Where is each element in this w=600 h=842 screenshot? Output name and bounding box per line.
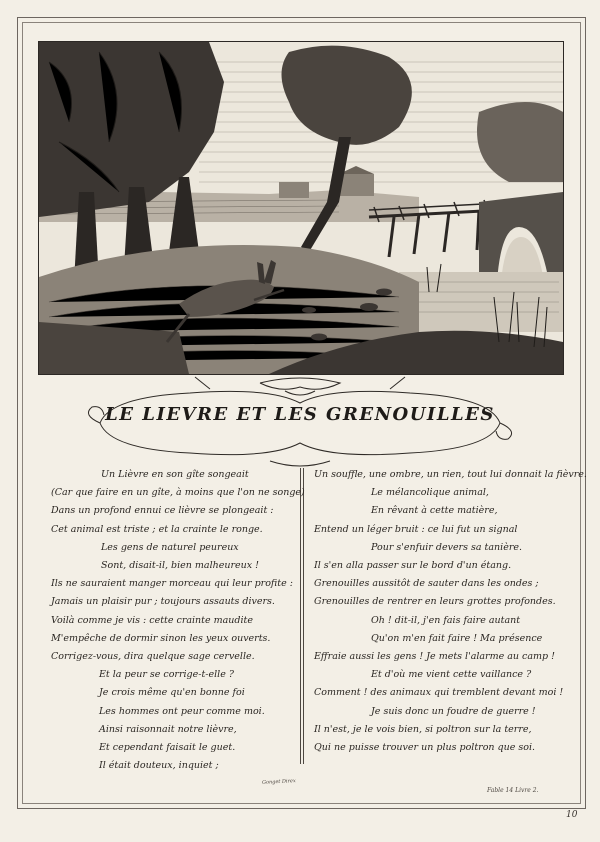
verse-line: Et cependant faisait le guet. bbox=[99, 742, 236, 754]
verse-line: Pour s'enfuir devers sa tanière. bbox=[371, 541, 522, 553]
verse-line: Grenouilles aussitôt de sauter dans les ondes ; bbox=[314, 578, 539, 590]
verse-line: Voilà comme je vis : cette crainte maudite bbox=[51, 614, 253, 626]
verse-line: Les hommes ont peur comme moi. bbox=[99, 705, 265, 717]
verse-line: Un Lièvre en son gîte songeait bbox=[101, 469, 249, 480]
verse-line: (Car que faire en un gîte, à moins que l'on ne songe) bbox=[51, 487, 305, 499]
column-divider bbox=[300, 468, 301, 764]
verse-line: Et d'où me vient cette vaillance ? bbox=[371, 669, 532, 681]
verse-line: M'empêche de dormir sinon les yeux ouverts. bbox=[51, 632, 271, 644]
verse-line: Ils ne sauraient manger morceau qui leur profite : bbox=[51, 578, 293, 590]
verse-line: Effraie aussi les gens ! Je mets l'alarme au camp ! bbox=[314, 651, 555, 663]
verse-line: En rêvant à cette matière, bbox=[371, 505, 498, 517]
verse-line: Dans un profond ennui ce lièvre se plongeait : bbox=[51, 505, 274, 517]
hare-and-frogs-landscape-icon bbox=[39, 42, 563, 374]
verse-line: Grenouilles de rentrer en leurs grottes profondes. bbox=[314, 596, 556, 608]
verse-line: Corrigez-vous, dira quelque sage cervelle. bbox=[51, 651, 255, 663]
verse-line: Entend un léger bruit : ce lui fut un signal bbox=[314, 523, 518, 535]
verse-line: Il s'en alla passer sur le bord d'un étang. bbox=[314, 560, 512, 572]
verse-line: Comment ! des animaux qui tremblent devant moi ! bbox=[314, 687, 564, 699]
verse-line: Jamais un plaisir pur ; toujours assauts divers. bbox=[51, 596, 275, 608]
page-number: 10 bbox=[566, 810, 578, 820]
verse-line: Il était douteux, inquiet ; bbox=[99, 760, 219, 772]
verse-line: Oh ! dit-il, j'en fais faire autant bbox=[371, 614, 521, 626]
fable-reference: Fable 14 Livre 2. bbox=[487, 787, 539, 794]
verse-line: Cet animal est triste ; et la crainte le ronge. bbox=[51, 523, 263, 535]
verse-line: Ainsi raisonnait notre lièvre, bbox=[99, 723, 237, 735]
illustration-engraving bbox=[38, 41, 564, 375]
verse-line: Et la peur se corrige-t-elle ? bbox=[99, 669, 234, 681]
poem-right-column bbox=[314, 466, 587, 757]
verse-line: Sont, disait-il, bien malheureux ! bbox=[101, 560, 259, 572]
verse-line: Le mélancolique animal, bbox=[371, 487, 489, 499]
column-divider-double bbox=[303, 468, 304, 764]
verse-line: Qu'on m'en fait faire ! Ma présence bbox=[371, 632, 543, 644]
engraver-signature: Gonget Direx bbox=[261, 778, 296, 786]
verse-line: Qui ne puisse trouver un plus poltron que soi. bbox=[314, 742, 536, 754]
verse-line: Je crois même qu'en bonne foi bbox=[99, 687, 245, 699]
verse-line: Les gens de naturel peureux bbox=[101, 541, 239, 553]
verse-line: Un souffle, une ombre, un rien, tout lui donnait la fièvre. bbox=[314, 469, 587, 480]
page-title: LE LIEVRE ET LES GRENOUILLES bbox=[105, 404, 495, 425]
poem-left-column bbox=[51, 466, 305, 775]
verse-line: Il n'est, je le vois bien, si poltron sur la terre, bbox=[314, 723, 532, 735]
verse-line: Je suis donc un foudre de guerre ! bbox=[371, 705, 536, 717]
